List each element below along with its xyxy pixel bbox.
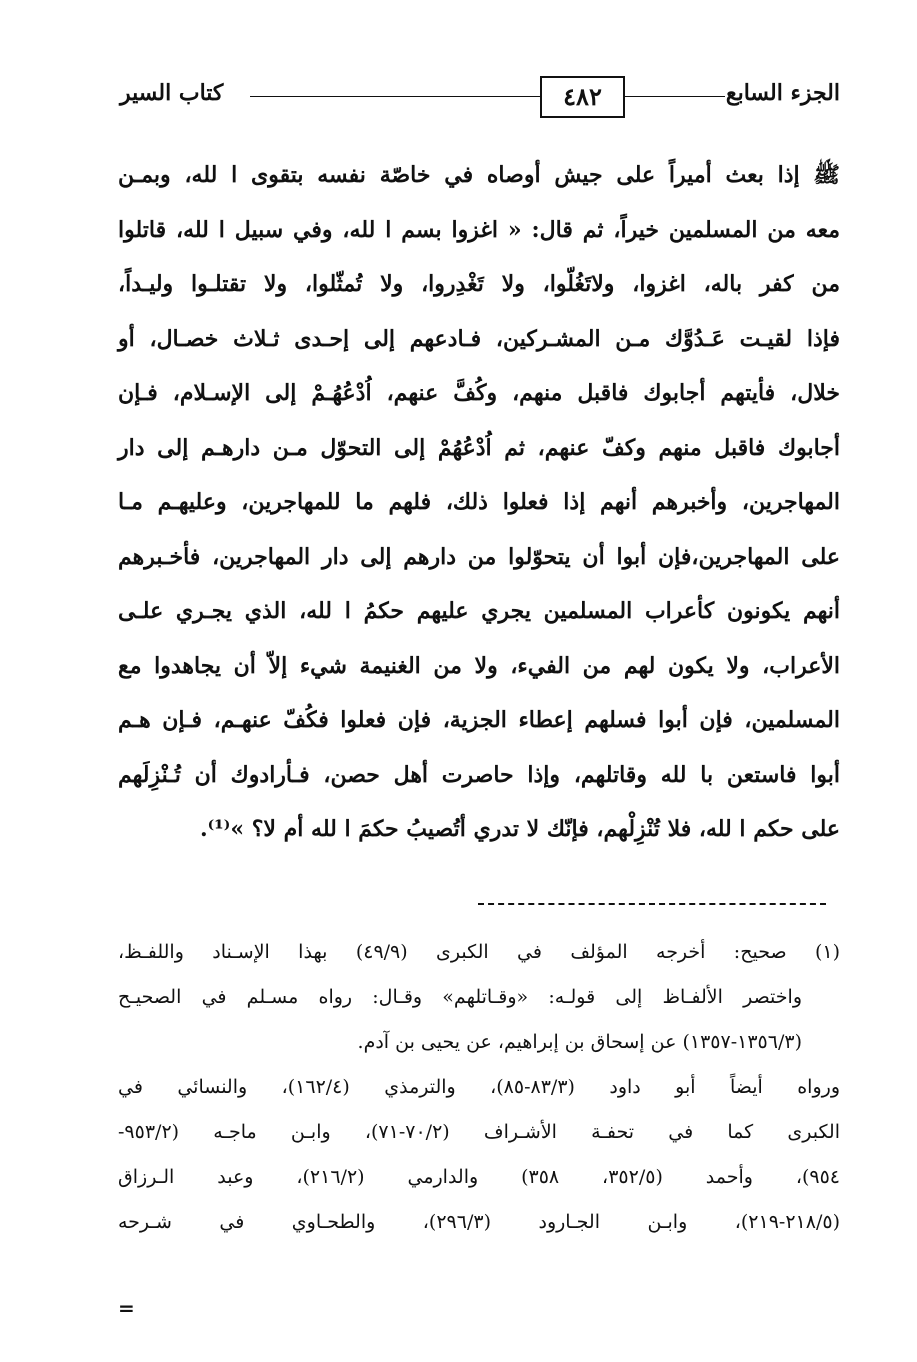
footnote-line: (١) صحيح: أخرجه المؤلف في الكبرى (٤٩/٩) بهذا الإسـناد واللفـظ، bbox=[118, 941, 840, 963]
text-line: على المهاجرين،فإن أبوا أن يتحوّلوا من دارهم إلى دار المهاجرين، فأخـبرهم bbox=[118, 543, 840, 570]
text-line: الأعراب، ولا يكون لهم من الفيء، ولا من الغنيمة شيء إلاّ أن يجاهدوا مع bbox=[118, 652, 840, 679]
footnote-line: (١٣٥٦/٣-١٣٥٧) عن إسحاق بن إبراهيم، عن يحيى بن آدم. bbox=[357, 1031, 802, 1053]
footnote-separator bbox=[478, 903, 826, 905]
page-number: ٤٨٢ bbox=[540, 76, 625, 118]
footnote-line: ورواه أيضاً أبو داود (٨٣/٣-٨٥)، والترمذي (١٦٢/٤)، والنسائي في bbox=[118, 1076, 840, 1098]
header-rule-left bbox=[250, 96, 540, 97]
text-line: أنهم يكونون كأعراب المسلمين يجري عليهم حكمُ ا لله، الذي يجـري علـى bbox=[118, 598, 840, 624]
footnote-line: ٩٥٤)، وأحمد (٣٥٢/٥، ٣٥٨) والدارمي (٢١٦/٢)، وعبد الـرزاق bbox=[118, 1166, 841, 1188]
header-rule-right bbox=[625, 96, 725, 97]
text-line: المهاجرين، وأخبرهم أنهم إذا فعلوا ذلك، فلهم ما للمهاجرين، وعليهـم مـا bbox=[118, 489, 840, 515]
text-line: معه من المسلمين خيراً، ثم قال: « اغزوا بسم ا لله، وفي سبيل ا لله، قاتلوا bbox=[118, 216, 840, 243]
footnotes bbox=[118, 930, 840, 1245]
footnote-line: واختصر الألفـاظ إلى قولـه: «وقـاتلهم» وقـال: رواه مسـلم في الصحيـح bbox=[118, 986, 802, 1008]
text-line: على حكم ا لله، فلا تُنْزِلْهم، فإنّك لا تدري أتُصيبُ حكمَ ا لله أم لا؟ »⁽¹⁾. bbox=[199, 816, 840, 842]
book-title: كتاب السير bbox=[120, 80, 224, 106]
main-text bbox=[118, 148, 840, 857]
footnote-line: الكبرى كما في تحفـة الأشـراف (٧٠/٢-٧١)، وابـن ماجـه (٩٥٣/٢- bbox=[118, 1121, 841, 1143]
continuation-mark: = bbox=[118, 1296, 135, 1320]
text-line: خلال، فأيتهم أجابوك فاقبل منهم، وكُفَّ عنهم، اُدْعُهُـمْ إلى الإسـلام، فـإن bbox=[118, 380, 840, 406]
text-line: أبوا فاستعن با لله وقاتلهم، وإذا حاصرت أهل حصن، فـأرادوك أن تُـنْزِلَهم bbox=[118, 761, 840, 788]
text-line: ﷺ إذا بعث أميراً على جيش أوصاه في خاصّة نفسه بتقوى ا لله، وبمـن bbox=[118, 162, 840, 188]
page-header bbox=[120, 72, 840, 128]
footnote-line: (٢١٨/٥-٢١٩)، وابـن الجـارود (٢٩٦/٣)، والطحـاوي في شـرحه bbox=[118, 1211, 840, 1233]
text-line: فإذا لقيـت عَـدُوَّك مـن المشـركين، فـادعهم إلى إحـدى ثـلاث خصـال، أو bbox=[118, 325, 840, 352]
text-line: المسلمين، فإن أبوا فسلهم إعطاء الجزية، فإن فعلوا فكُفّ عنهـم، فـإن هـم bbox=[118, 707, 840, 733]
text-line: من كفر باله، اغزوا، ولاتَغُلّوا، ولا تَغْدِروا، ولا تُمثّلوا، ولا تقتلـوا وليـداً، bbox=[118, 271, 840, 297]
part-title: الجزء السابع bbox=[725, 80, 840, 106]
text-line: أجابوك فاقبل منهم وكفّ عنهم، ثم اُدْعُهُمْ إلى التحوّل مـن دارهـم إلى دار bbox=[118, 434, 840, 461]
